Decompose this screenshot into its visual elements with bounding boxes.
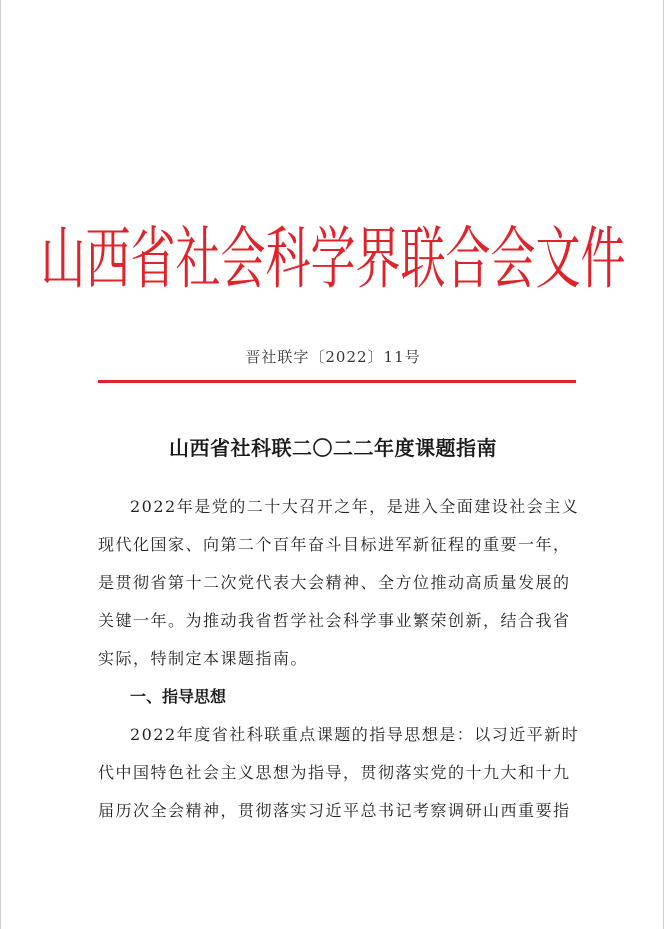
red-divider-line bbox=[98, 380, 576, 383]
paragraph-2-line-1: 2022年度省社科联重点课题的指导思想是：以习近平新时 bbox=[130, 725, 580, 744]
paragraph-1-line-1: 2022年是党的二十大召开之年，是进入全面建设社会主义 bbox=[130, 497, 580, 516]
paragraph-2-line-2: 代中国特色社会主义思想为指导，贯彻落实党的十九大和十九 bbox=[98, 763, 571, 782]
document-number: 晋社联字〔2022〕11号 bbox=[245, 348, 421, 366]
paragraph-2-line-3: 届历次全会精神，贯彻落实习近平总书记考察调研山西重要指 bbox=[98, 801, 571, 820]
document-body bbox=[98, 488, 578, 830]
paragraph-1-line-2: 现代化国家、向第二个百年奋斗目标进军新征程的重要一年， bbox=[98, 535, 571, 554]
section-1-heading: 一、指导思想 bbox=[130, 687, 227, 706]
document-title: 山西省社科联二〇二二年度课题指南 bbox=[169, 436, 497, 460]
paragraph-1-line-5: 实际，特制定本课题指南。 bbox=[98, 649, 309, 668]
paragraph-1-line-4: 关键一年。为推动我省哲学社会科学事业繁荣创新，结合我省 bbox=[98, 611, 571, 630]
paragraph-1-line-3: 是贯彻省第十二次党代表大会精神、全方位推动高质量发展的 bbox=[98, 573, 571, 592]
issuer-header: 山西省社会科学界联合会文件 bbox=[40, 219, 626, 299]
